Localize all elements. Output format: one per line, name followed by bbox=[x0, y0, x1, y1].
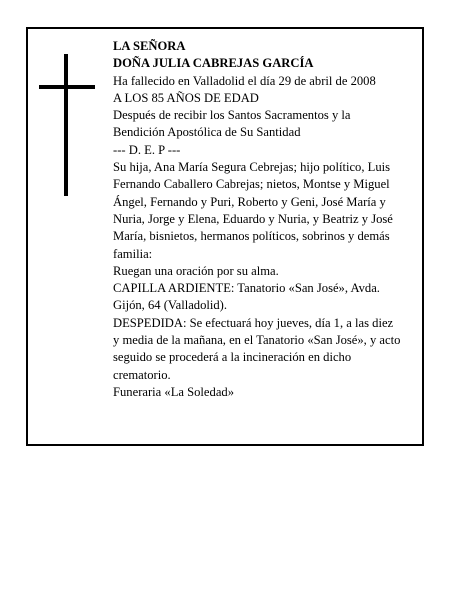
family-line: Fernando Caballero Cabrejas; nietos, Montse y Miguel bbox=[113, 177, 390, 192]
chapel-line: Gijón, 64 (Valladolid). bbox=[113, 298, 228, 313]
title-line: LA SEÑORA bbox=[113, 39, 186, 53]
family-line: familia: bbox=[113, 246, 153, 261]
funeral-home-line: Funeraria «La Soledad» bbox=[113, 384, 234, 399]
family-line: Ángel, Fernando y Puri, Roberto y Geni, José María y bbox=[113, 194, 386, 209]
obituary-text bbox=[113, 38, 433, 401]
chapel-line: CAPILLA ARDIENTE: Tanatorio «San José», Avda. bbox=[113, 281, 380, 296]
age-line: A LOS 85 AÑOS DE EDAD bbox=[113, 90, 259, 105]
cross-icon-bar bbox=[39, 85, 95, 89]
rip-line: --- D. E. P --- bbox=[113, 142, 181, 157]
deceased-name: DOÑA JULIA CABREJAS GARCÍA bbox=[113, 56, 314, 71]
sacraments-line: Después de recibir los Santos Sacramentos y la bbox=[113, 108, 351, 123]
farewell-line: seguido se procederá a la incineración en dicho bbox=[113, 350, 352, 365]
death-date-line: Ha fallecido en Valladolid el día 29 de abril de 2008 bbox=[113, 73, 376, 88]
farewell-line: y media de la mañana, en el Tanatorio «San José», y acto bbox=[113, 333, 401, 348]
farewell-line: DESPEDIDA: Se efectuará hoy jueves, día 1, a las diez bbox=[113, 315, 394, 330]
farewell-line: crematorio. bbox=[113, 367, 171, 382]
prayer-line: Ruegan una oración por su alma. bbox=[113, 263, 279, 278]
family-line: Su hija, Ana María Segura Cebrejas; hijo político, Luis bbox=[113, 160, 391, 175]
cross-icon bbox=[64, 54, 68, 196]
blessing-line: Bendición Apostólica de Su Santidad bbox=[113, 125, 301, 140]
family-line: María, bisnietos, hermanos políticos, sobrinos y demás bbox=[113, 229, 390, 244]
family-line: Nuria, Jorge y Elena, Eduardo y Nuria, y Beatriz y José bbox=[113, 211, 393, 226]
